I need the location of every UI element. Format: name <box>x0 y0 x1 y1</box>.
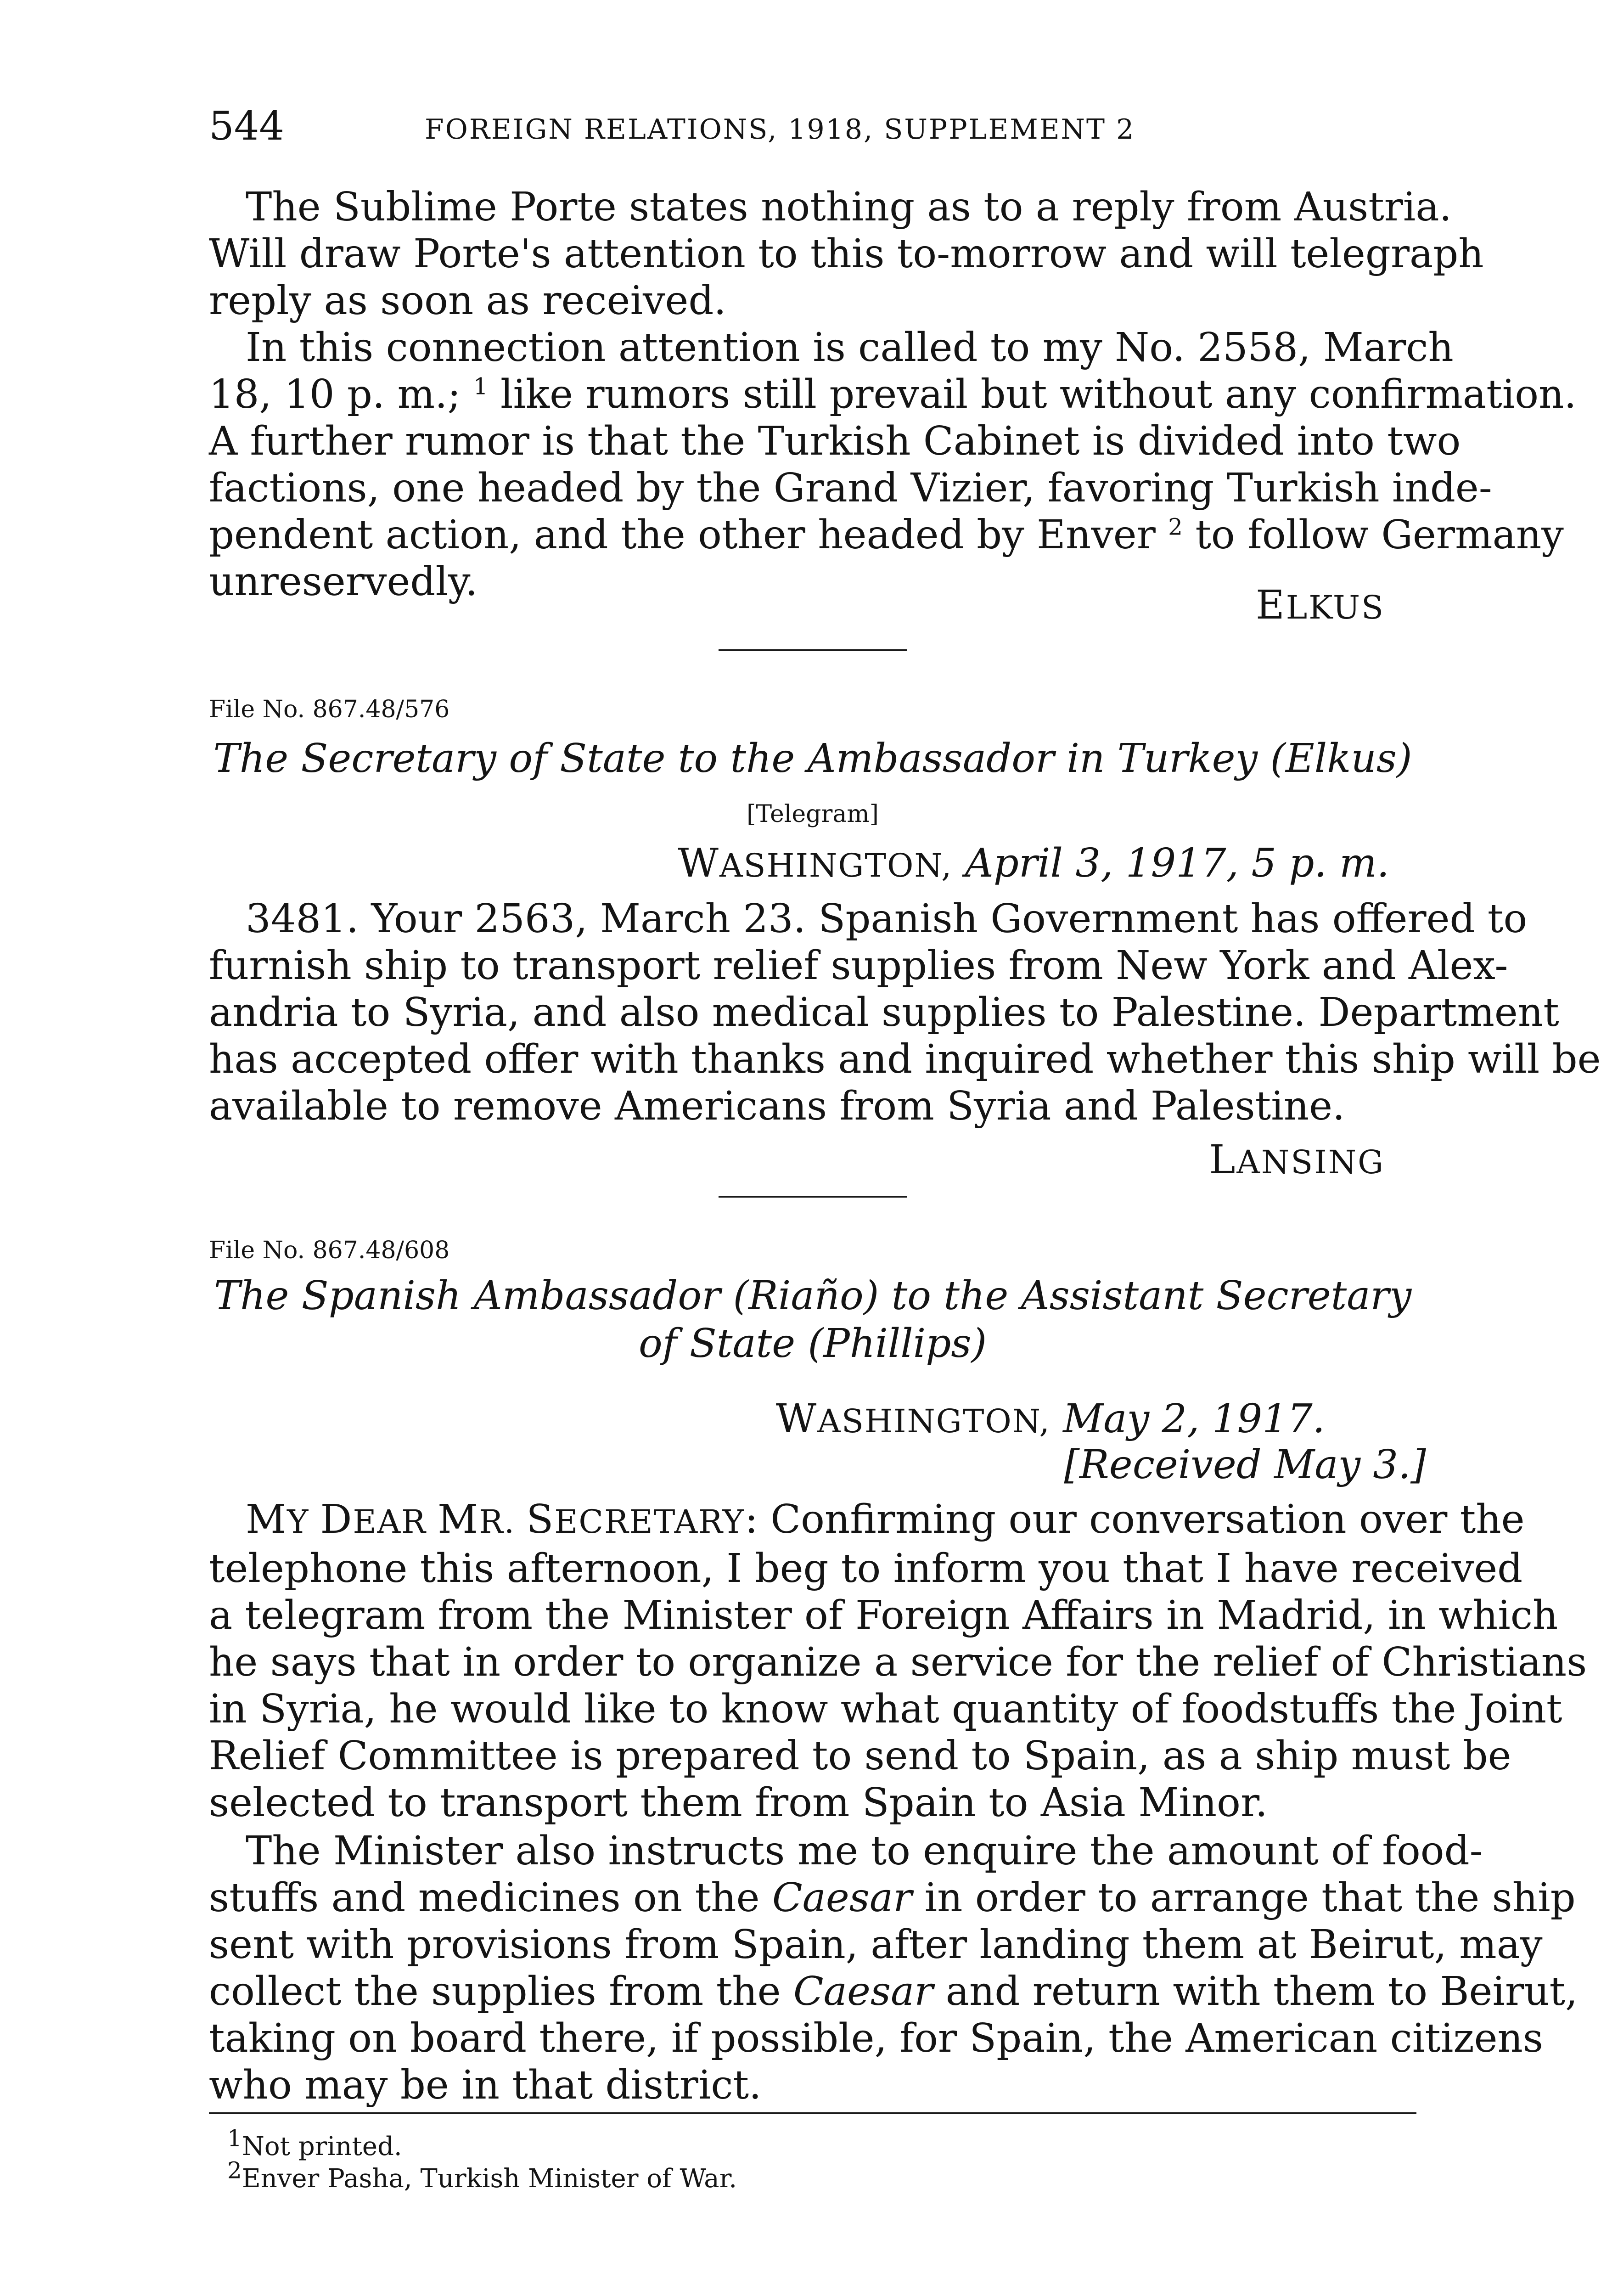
doc2-body <box>209 895 1601 1130</box>
text-line: stuffs and medicines on the Caesar in order to arrange that the ship <box>209 1875 1576 1921</box>
text-line: The Minister also instructs me to enquire the amount of food- <box>246 1828 1483 1874</box>
text-line: telephone this afternoon, I beg to inform you that I have received <box>209 1546 1523 1592</box>
text-line: A further rumor is that the Turkish Cabinet is divided into two <box>209 418 1461 464</box>
text-line: available to remove Americans from Syria and Palestine. <box>209 1083 1345 1129</box>
footnote-2: $^2$Enver Pasha, Turkish Minister of War. <box>227 2157 737 2194</box>
text-line: In this connection attention is called to my No. 2558, March <box>246 325 1454 371</box>
text-line: a telegram from the Minister of Foreign Affairs in Madrid, in which <box>209 1593 1558 1638</box>
footnote-1: $^1$Not printed. <box>227 2125 402 2161</box>
section-divider <box>719 1196 907 1198</box>
text-line: in Syria, he would like to know what quantity of foodstuffs the Joint <box>209 1686 1562 1732</box>
text-line: Will draw Porte's attention to this to-morrow and will telegraph <box>209 231 1484 277</box>
file-number: File No. 867.48/576 <box>209 696 450 723</box>
text-line: who may be in that district. <box>209 2062 762 2108</box>
dateline: WASHINGTON, May 2, 1917. <box>775 1396 1325 1442</box>
text-line: pendent action, and the other headed by Enver $^2$ to follow Germany <box>209 512 1564 558</box>
text-line: taking on board there, if possible, for Spain, the American citizens <box>209 2015 1544 2061</box>
footnote-ref-2[interactable]: 2 <box>1168 513 1183 540</box>
signature-elkus: ELKUS <box>1255 582 1385 628</box>
ship-name: Caesar <box>772 1875 912 1921</box>
text-line: andria to Syria, and also medical supplies to Palestine. Department <box>209 990 1559 1035</box>
text-line: unreservedly. <box>209 559 478 605</box>
signature-lansing: LANSING <box>1209 1137 1385 1183</box>
telegram-label: [Telegram] <box>747 800 879 828</box>
text-line: sent with provisions from Spain, after landing them at Beirut, may <box>209 1922 1543 1968</box>
text-line: Relief Committee is prepared to send to Spain, as a ship must be <box>209 1733 1511 1779</box>
text-line: reply as soon as received. <box>209 278 726 324</box>
document-title: The Secretary of State to the Ambassador in Turkey (Elkus) <box>213 736 1412 782</box>
text-line: 3481. Your 2563, March 23. Spanish Government has offered to <box>246 896 1528 942</box>
page-number: 544 <box>209 103 285 149</box>
section-divider <box>719 649 907 651</box>
document-title: The Spanish Ambassador (Riaño) to the Assistant Secretary of State (Phillips) <box>213 1273 1412 1367</box>
doc3-paragraph-2 <box>209 1828 1578 2109</box>
text-line: has accepted offer with thanks and inquired whether this ship will be <box>209 1036 1601 1082</box>
running-title: FOREIGN RELATIONS, 1918, SUPPLEMENT 2 <box>425 113 1135 146</box>
text-line: collect the supplies from the Caesar and return with them to Beirut, <box>209 1969 1578 2015</box>
text-line: 18, 10 p. m.; $^1$ like rumors still prevail but without any confirmation. <box>209 371 1577 417</box>
salutation: MY DEAR MR. SECRETARY <box>246 1497 745 1542</box>
doc1-paragraph-1 <box>209 184 1484 324</box>
text-line: factions, one headed by the Grand Vizier, favoring Turkish inde- <box>209 465 1492 511</box>
footnote-ref-1[interactable]: 1 <box>473 373 488 400</box>
dateline: WASHINGTON, April 3, 1917, 5 p. m. <box>678 840 1389 886</box>
text-line: MY DEAR MR. SECRETARY: Confirming our conversation over the <box>246 1497 1525 1542</box>
footnote-rule <box>209 2112 1416 2114</box>
doc1-paragraph-2 <box>209 324 1577 605</box>
received-note: [Received May 3.] <box>1064 1442 1426 1488</box>
text-line: he says that in order to organize a service for the relief of Christians <box>209 1639 1587 1685</box>
doc3-paragraph-1 <box>209 1496 1587 1826</box>
ship-name: Caesar <box>793 1969 933 2015</box>
footnotes <box>227 2125 1375 2195</box>
file-number: File No. 867.48/608 <box>209 1237 450 1264</box>
text-line: selected to transport them from Spain to Asia Minor. <box>209 1780 1268 1826</box>
text-line: The Sublime Porte states nothing as to a reply from Austria. <box>246 184 1452 230</box>
text-line: furnish ship to transport relief supplies from New York and Alex- <box>209 943 1508 989</box>
